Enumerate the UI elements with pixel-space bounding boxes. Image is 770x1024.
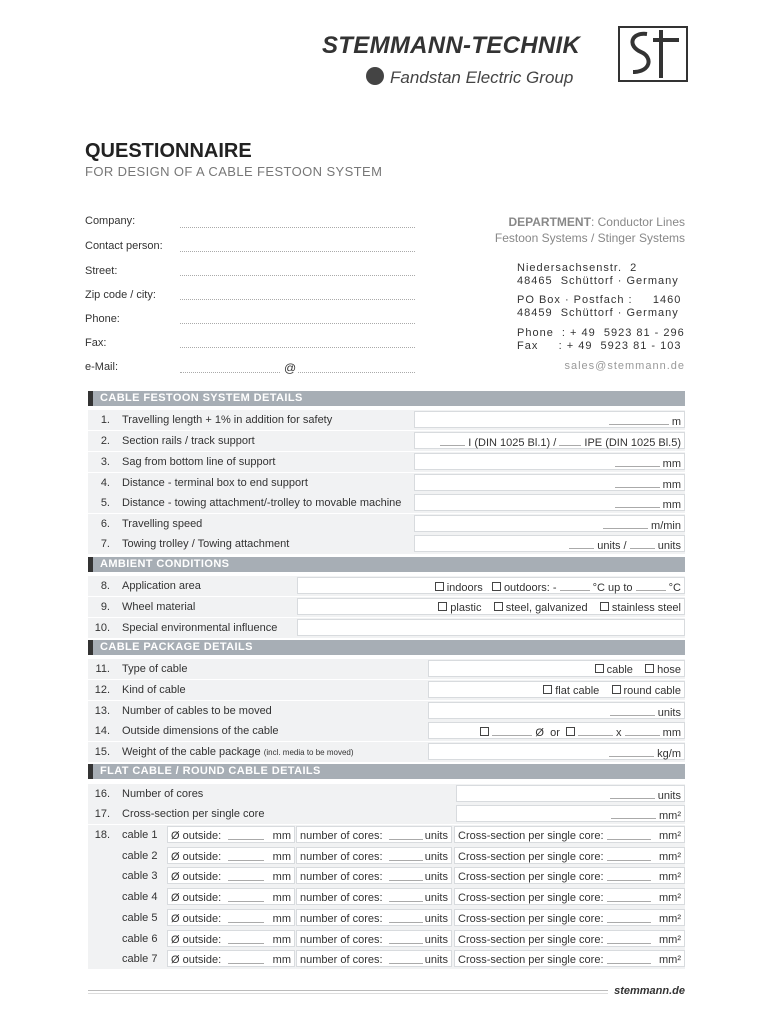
- section-header-flat-round: [88, 764, 685, 779]
- row-number: 11.: [95, 663, 110, 675]
- towing-trolley-input[interactable]: [414, 535, 685, 552]
- weight-note: (incl. media to be moved): [263, 748, 354, 757]
- cable-outside-input[interactable]: [167, 888, 295, 905]
- cable-cross-section-input[interactable]: [454, 909, 685, 926]
- row-outside-dimensions: [88, 721, 685, 741]
- section-rails-input[interactable]: [414, 432, 685, 449]
- option-label: round cable: [623, 685, 681, 697]
- row-weight: [88, 742, 685, 762]
- cable-cross-section-input[interactable]: [454, 888, 685, 905]
- department-line2: Festoon Systems / Stinger Systems: [494, 231, 685, 245]
- cores-label: number of cores:: [300, 912, 383, 925]
- cable-label: cable 2: [122, 849, 158, 862]
- cross-label: Cross-section per single core:: [458, 892, 604, 905]
- cable-cores-input[interactable]: [296, 888, 452, 905]
- row-number: 18.: [94, 829, 110, 841]
- cable-cross-section-input[interactable]: [454, 867, 685, 884]
- section-header-cable-package: [88, 640, 685, 655]
- outside-label: Ø outside:: [171, 830, 222, 842]
- address-city1: 48465 Schüttorf · Germany: [517, 275, 679, 287]
- fandstan-logo-icon: [366, 67, 384, 85]
- environment-input[interactable]: [297, 619, 685, 636]
- section-header-festoon: [88, 391, 685, 406]
- option-label: indoors: [446, 582, 483, 594]
- cable-cross-section-input[interactable]: [454, 826, 685, 843]
- row-label: Number of cores: [122, 788, 204, 800]
- address-street: Niedersachsenstr. 2: [517, 262, 638, 274]
- type-of-cable-input[interactable]: [428, 660, 685, 677]
- unit-label: mm²: [659, 912, 681, 925]
- email-at: @: [284, 361, 297, 375]
- cable-label: cable 4: [122, 891, 158, 904]
- row-distance-terminal: [88, 473, 685, 493]
- email-user-field[interactable]: [180, 371, 280, 373]
- row-number-of-cores: [88, 784, 685, 804]
- row-travelling-speed: [88, 514, 685, 534]
- distance-terminal-input[interactable]: [414, 474, 685, 491]
- option-label: steel, galvanized: [505, 602, 588, 614]
- cable-outside-input[interactable]: [167, 909, 295, 926]
- row-section-rails: [88, 431, 685, 451]
- row-number: 13.: [94, 705, 110, 717]
- option-label: stainless steel: [611, 602, 681, 614]
- unit-label: units: [424, 850, 448, 863]
- cable-row: [88, 908, 685, 928]
- unit-label: mm: [272, 892, 291, 905]
- cable-label: cable 3: [122, 870, 158, 883]
- row-number: 16.: [94, 788, 110, 800]
- cable-label: cable 7: [122, 953, 158, 966]
- cable-row: [88, 866, 685, 886]
- unit-label: mm²: [659, 871, 681, 884]
- cable-cores-input[interactable]: [296, 930, 452, 947]
- cable-outside-input[interactable]: [167, 847, 295, 864]
- row-number-of-cables: [88, 701, 685, 721]
- group-name: Fandstan Electric Group: [390, 68, 574, 87]
- row-sag: [88, 452, 685, 472]
- row-number: 6.: [100, 518, 110, 530]
- unit-label: mm²: [659, 954, 681, 967]
- cable-cores-input[interactable]: [296, 950, 452, 967]
- unit-label: units: [424, 933, 448, 946]
- row-distance-towing: [88, 493, 685, 513]
- cable-outside-input[interactable]: [167, 950, 295, 967]
- option-label: hose: [657, 664, 681, 676]
- row-cross-section: [88, 804, 685, 824]
- unit-label: °C up to: [592, 582, 633, 594]
- zip-city-field[interactable]: [180, 298, 415, 300]
- times-label: x: [616, 727, 622, 739]
- weight-label: Weight of the cable package: [122, 746, 261, 758]
- option-label: flat cable: [555, 685, 600, 697]
- row-number: 10.: [94, 622, 110, 634]
- cable-row: [88, 846, 685, 866]
- unit-label: mm: [272, 912, 291, 925]
- cable-label: cable 1: [122, 829, 158, 841]
- application-area-input[interactable]: [297, 577, 685, 594]
- row-kind-of-cable: [88, 680, 685, 700]
- unit-label: mm: [272, 954, 291, 967]
- section-header-ambient: [88, 557, 685, 572]
- row-label: Number of cables to be moved: [122, 705, 272, 717]
- plastic-checkbox[interactable]: [438, 602, 447, 611]
- flat-dimension-checkbox[interactable]: [566, 727, 575, 736]
- wheel-material-input[interactable]: [297, 598, 685, 615]
- cable-cores-input[interactable]: [296, 909, 452, 926]
- row-label: Travelling length + 1% in addition for safety: [122, 414, 333, 426]
- unit-label: kg/m: [657, 748, 681, 760]
- unit-label: units: [424, 954, 448, 967]
- row-label: Distance - towing attachment/-trolley to movable machine: [122, 497, 402, 509]
- address-pobox: PO Box · Postfach : 1460: [517, 294, 682, 306]
- phone-label: Phone:: [85, 313, 120, 325]
- phone-field[interactable]: [180, 322, 415, 324]
- option-din5: IPE (DIN 1025 Bl.5): [584, 437, 681, 449]
- row-number: 3.: [100, 456, 110, 468]
- option-din1: I (DIN 1025 Bl.1) /: [468, 437, 557, 449]
- footer-website: stemmann.de: [608, 985, 685, 997]
- outside-label: Ø outside:: [171, 954, 222, 967]
- unit-label: mm²: [659, 933, 681, 946]
- cable-outside-input[interactable]: [167, 867, 295, 884]
- unit-label: units: [424, 830, 448, 842]
- row-environment: [88, 618, 685, 638]
- unit-label: mm: [272, 871, 291, 884]
- cores-label: number of cores:: [300, 954, 383, 967]
- unit-label: mm: [272, 850, 291, 863]
- row-label: Wheel material: [122, 601, 196, 613]
- row-number: 14.: [94, 725, 110, 737]
- unit-label: m: [671, 416, 681, 428]
- department-block: [495, 214, 685, 246]
- cross-label: Cross-section per single core:: [458, 954, 604, 967]
- option-label: plastic: [450, 602, 482, 614]
- cable-outside-input[interactable]: [167, 930, 295, 947]
- cable-cross-section-input[interactable]: [454, 930, 685, 947]
- travelling-speed-input[interactable]: [414, 515, 685, 532]
- round-dimension-checkbox[interactable]: [480, 727, 489, 736]
- cores-label: number of cores:: [300, 871, 383, 884]
- outdoors-checkbox[interactable]: [492, 582, 501, 591]
- unit-label: mm: [662, 479, 681, 491]
- row-label: Special environmental influence: [122, 622, 278, 634]
- unit-label: mm²: [659, 892, 681, 905]
- unit-label: units: [657, 707, 681, 719]
- cable-cores-input[interactable]: [296, 826, 452, 843]
- sag-input[interactable]: [414, 453, 685, 470]
- contact-person-label: Contact person:: [85, 240, 163, 252]
- company-label: Company:: [85, 215, 136, 227]
- row-towing-trolley: [88, 534, 685, 554]
- zip-city-label: Zip code / city:: [85, 289, 156, 301]
- row-label: Section rails / track support: [122, 435, 255, 447]
- number-of-cores-input[interactable]: [456, 785, 685, 802]
- unit-label: mm: [272, 830, 291, 842]
- option-label: cable: [606, 664, 633, 676]
- hose-checkbox[interactable]: [645, 664, 654, 673]
- row-label: Towing trolley / Towing attachment: [122, 538, 290, 550]
- section-title: AMBIENT CONDITIONS: [100, 558, 230, 570]
- cable-row: [88, 949, 685, 969]
- row-number: 7.: [100, 538, 110, 550]
- distance-towing-input[interactable]: [414, 494, 685, 511]
- company-field[interactable]: [180, 226, 415, 228]
- cross-label: Cross-section per single core:: [458, 830, 604, 842]
- steel-galvanized-checkbox[interactable]: [494, 602, 503, 611]
- unit-label: units: [424, 912, 448, 925]
- unit-label: mm: [662, 499, 681, 511]
- outside-label: Ø outside:: [171, 871, 222, 884]
- row-travelling-length: [88, 410, 685, 430]
- cross-label: Cross-section per single core:: [458, 850, 604, 863]
- unit-label: mm: [272, 933, 291, 946]
- brand-name: STEMMANN-TECHNIK: [322, 32, 581, 59]
- department-name: : Conductor Lines: [590, 215, 685, 229]
- cable-cores-input[interactable]: [296, 867, 452, 884]
- unit-label: units: [424, 892, 448, 905]
- cable-cores-input[interactable]: [296, 847, 452, 864]
- row-number: 17.: [94, 808, 110, 820]
- row-label: Application area: [122, 580, 201, 592]
- unit-label: mm: [662, 727, 681, 739]
- stainless-steel-checkbox[interactable]: [600, 602, 609, 611]
- unit-label: mm: [662, 458, 681, 470]
- page-subtitle: FOR DESIGN OF A CABLE FESTOON SYSTEM: [85, 164, 383, 179]
- or-label: or: [550, 727, 560, 739]
- flat-cable-checkbox[interactable]: [543, 685, 552, 694]
- address-phone: Phone : + 49 5923 81 - 296: [517, 327, 685, 339]
- address-city2: 48459 Schüttorf · Germany: [517, 307, 679, 319]
- travelling-length-input[interactable]: [414, 411, 685, 428]
- option-label: outdoors: -: [503, 582, 557, 594]
- cable-checkbox[interactable]: [595, 664, 604, 673]
- unit-label: mm²: [659, 850, 681, 863]
- outside-dimensions-input[interactable]: [428, 722, 685, 739]
- round-cable-checkbox[interactable]: [612, 685, 621, 694]
- row-label: Kind of cable: [122, 684, 186, 696]
- cable-outside-input[interactable]: [167, 826, 295, 843]
- street-label: Street:: [85, 265, 118, 277]
- email-label: e-Mail:: [85, 361, 119, 373]
- unit-label: mm²: [659, 830, 681, 842]
- fax-field[interactable]: [180, 346, 415, 348]
- contact-person-field[interactable]: [180, 250, 415, 252]
- outside-label: Ø outside:: [171, 912, 222, 925]
- row-label: Cross-section per single core: [122, 808, 265, 820]
- outside-label: Ø outside:: [171, 850, 222, 863]
- weight-input[interactable]: [428, 743, 685, 760]
- outside-label: Ø outside:: [171, 933, 222, 946]
- cross-label: Cross-section per single core:: [458, 912, 604, 925]
- cable-row: [88, 825, 685, 845]
- cross-label: Cross-section per single core:: [458, 871, 604, 884]
- sales-email: sales@stemmann.de: [564, 360, 685, 372]
- fax-label: Fax:: [85, 337, 107, 349]
- row-wheel-material: [88, 597, 685, 617]
- unit-label: units: [657, 790, 681, 802]
- row-label: Distance - terminal box to end support: [122, 477, 308, 489]
- row-label: [122, 746, 354, 758]
- cable-label: cable 5: [122, 911, 158, 924]
- row-type-of-cable: [88, 659, 685, 679]
- row-application-area: [88, 576, 685, 596]
- unit-label: units: [657, 540, 681, 552]
- row-number: 12.: [94, 684, 110, 696]
- outside-label: Ø outside:: [171, 892, 222, 905]
- row-number: 15.: [94, 746, 110, 758]
- cross-section-input[interactable]: [456, 805, 685, 822]
- cores-label: number of cores:: [300, 892, 383, 905]
- row-number: 9.: [100, 601, 110, 613]
- cores-label: number of cores:: [300, 850, 383, 863]
- unit-label: units: [424, 871, 448, 884]
- diameter-symbol: Ø: [535, 727, 544, 739]
- unit-label: °C: [668, 582, 681, 594]
- row-label: Sag from bottom line of support: [122, 456, 276, 468]
- cable-cross-section-input[interactable]: [454, 950, 685, 967]
- row-number: 5.: [100, 497, 110, 509]
- row-label: Type of cable: [122, 663, 188, 675]
- department-label: DEPARTMENT: [508, 215, 591, 229]
- number-of-cables-input[interactable]: [428, 702, 685, 719]
- page-title: QUESTIONNAIRE: [85, 140, 252, 162]
- cores-label: number of cores:: [300, 830, 383, 842]
- unit-label: units /: [597, 540, 627, 552]
- indoors-checkbox[interactable]: [435, 582, 444, 591]
- cores-label: number of cores:: [300, 933, 383, 946]
- row-label: Outside dimensions of the cable: [122, 725, 279, 737]
- email-domain-field[interactable]: [298, 371, 415, 373]
- unit-label: mm²: [659, 810, 681, 822]
- row-label: Travelling speed: [122, 518, 203, 530]
- row-number: 1.: [100, 414, 110, 426]
- cable-cross-section-input[interactable]: [454, 847, 685, 864]
- section-title: CABLE FESTOON SYSTEM DETAILS: [100, 392, 303, 404]
- cable-label: cable 6: [122, 932, 158, 945]
- row-number: 8.: [100, 580, 110, 592]
- unit-label: m/min: [651, 520, 681, 532]
- street-field[interactable]: [180, 274, 415, 276]
- address-fax: Fax : + 49 5923 81 - 103: [517, 340, 682, 352]
- section-title: CABLE PACKAGE DETAILS: [100, 641, 253, 653]
- cross-label: Cross-section per single core:: [458, 933, 604, 946]
- cable-row: [88, 929, 685, 949]
- kind-of-cable-input[interactable]: [428, 681, 685, 698]
- cable-row: [88, 887, 685, 907]
- row-number: 4.: [100, 477, 110, 489]
- section-title: FLAT CABLE / ROUND CABLE DETAILS: [100, 765, 321, 777]
- footer-divider: [88, 990, 685, 994]
- stemmann-logo-icon: [617, 24, 689, 84]
- row-number: 2.: [100, 435, 110, 447]
